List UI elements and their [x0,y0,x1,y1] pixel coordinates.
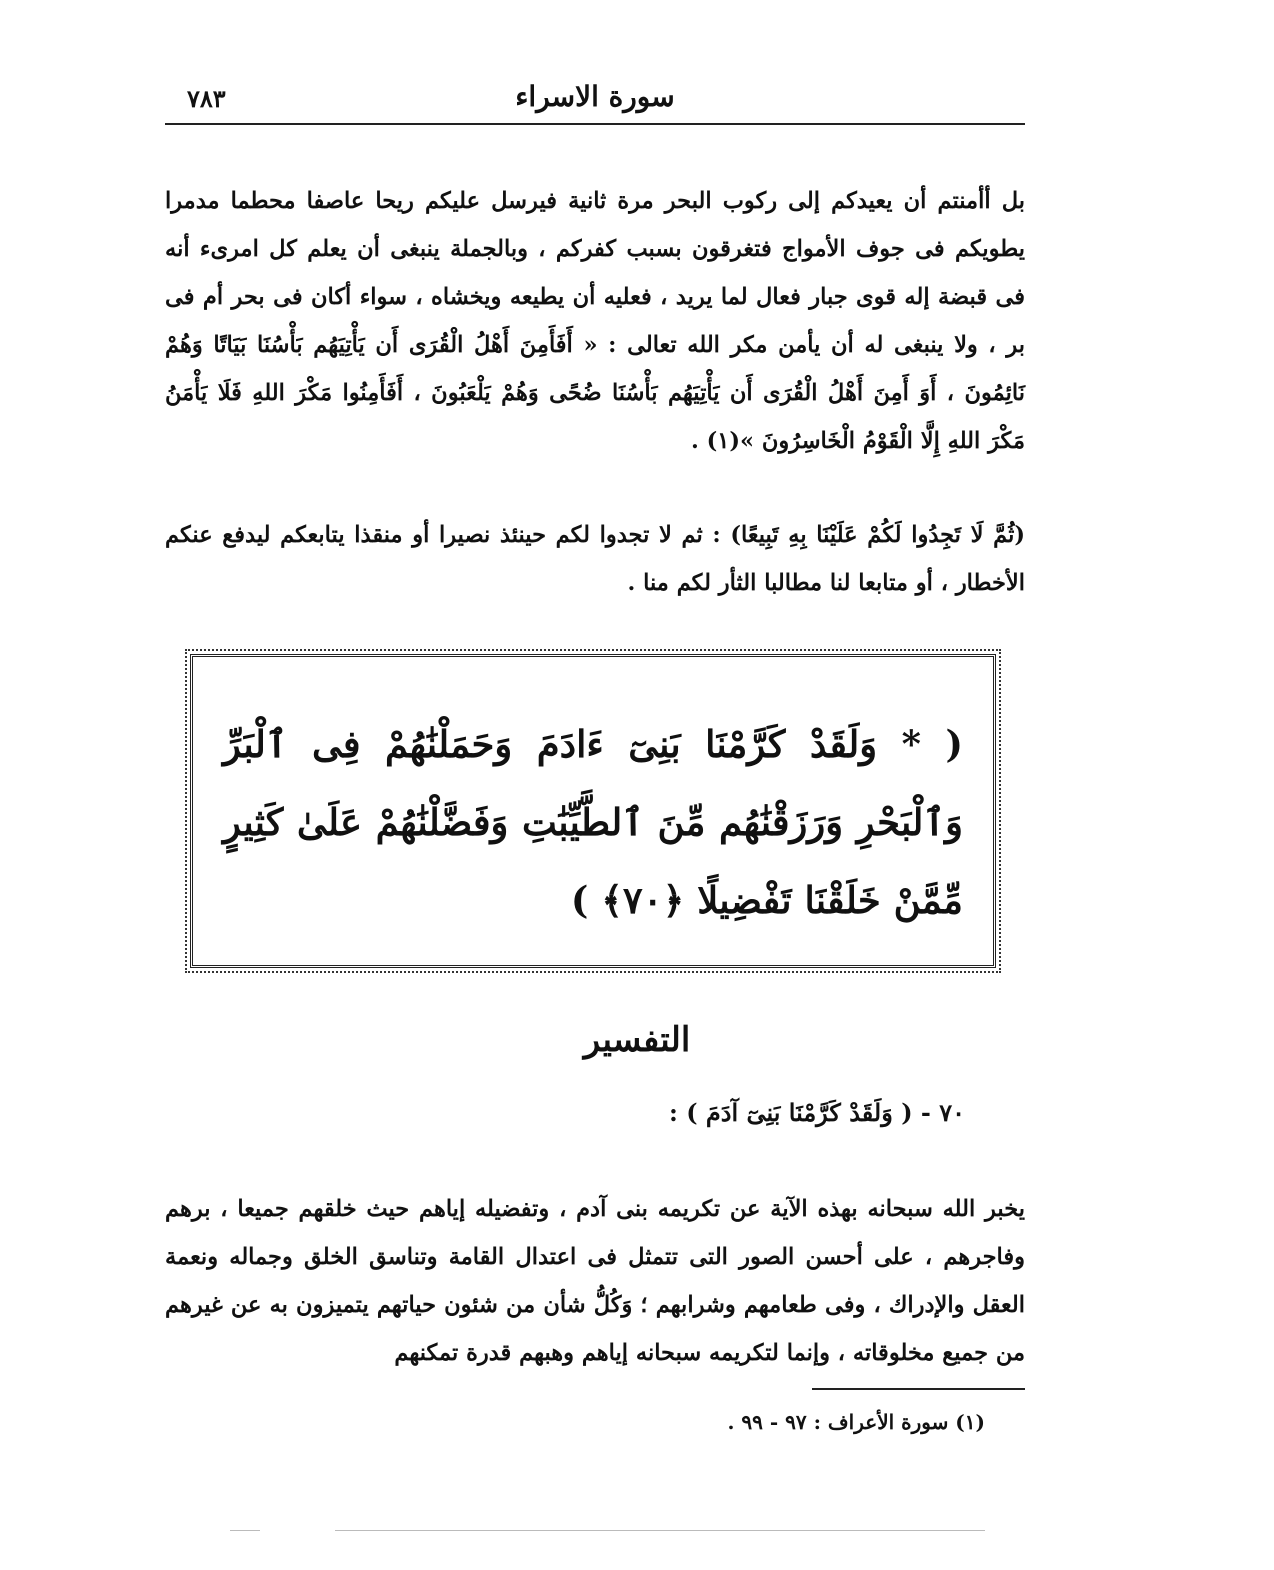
bottom-scan-line-left [230,1530,260,1531]
body-paragraph-1: بل أأمنتم أن يعيدكم إلى ركوب البحر مرة ثانية فيرسل عليكم ريحا عاصفا محطما مدمرا يطويكم فى جوف الأمواج فتغرقون بسبب كفركم ، وبالجملة ينبغى أن يعلم كل امرىء أنه فى قبضة إله قوى جبار فعال لما يريد ، فعليه أن يطيعه ويخشاه ، سواء أكان فى بحر أم فى بر ، ولا ينبغى له أن يأمن مكر الله تعالى : « أَفَأَمِنَ أَهْلُ الْقُرَى أَن يَأْتِيَهُم بَأْسُنَا بَيَاتًا وَهُمْ نَائِمُونَ ، أَوَ أَمِنَ أَهْلُ الْقُرَى أَن يَأْتِيَهُم بَأْسُنَا ضُحًى وَهُمْ يَلْعَبُونَ ، أَفَأَمِنُوا مَكْرَ اللهِ فَلَا يَأْمَنُ مَكْرَ اللهِ إِلَّا الْقَوْمُ الْخَاسِرُونَ »(١) . [165,187,1025,454]
body-paragraph-3: يخبر الله سبحانه بهذه الآية عن تكريمه بنى آدم ، وتفضيله إياهم حيث خلقهم جميعا ، برهم وفاجرهم ، على أحسن الصور التى تتمثل فى اعتدال القامة وتناسق الخلق وجماله ونعمة العقل والإدراك ، وفى طعامهم وشرابهم ؛ وَكُلُّ شأن من شئون حياتهم يتميزون به عن غيرهم من جميع مخلوقاته ، وإنما لتكريمه سبحانه إياهم وهبهم قدرة تمكنهم [165,1195,1025,1366]
page-header [165,74,1025,124]
quran-verse-box [190,654,996,968]
footnote-divider [812,1388,1025,1390]
bottom-scan-line [335,1530,985,1531]
body-paragraph-2: (ثُمَّ لَا تَجِدُوا لَكُمْ عَلَيْنَا بِهِ تَبِيعًا) : ثم لا تجدوا لكم حينئذ نصيرا أو منقذا يتابعكم ليدفع عنكم الأخطار ، أو متابعا لنا مطالبا الثأر لكم منا . [165,521,1025,596]
verse-heading: ٧٠ - ( وَلَقَدْ كَرَّمْنَا بَنِىٓ آدَمَ ) : [668,1098,965,1127]
header-divider [165,123,1025,125]
page-number: ٧٨٣ [187,84,226,113]
surah-title: سورة الاسراء [515,80,675,113]
quran-verse-text: ( * وَلَقَدْ كَرَّمْنَا بَنِىٓ ءَادَمَ وَحَمَلْنَٰهُمْ فِى ٱلْبَرِّ وَٱلْبَحْرِ وَرَزَقْنَٰهُم مِّنَ ٱلطَّيِّبَٰتِ وَفَضَّلْنَٰهُمْ عَلَىٰ كَثِيرٍ مِّمَّنْ خَلَقْنَا تَفْضِيلًا ﴿٧٠﴾ ) [223,722,963,922]
section-title: التفسير [583,1020,691,1060]
footnote: (١) سورة الأعراف : ٩٧ - ٩٩ . [727,1410,985,1434]
